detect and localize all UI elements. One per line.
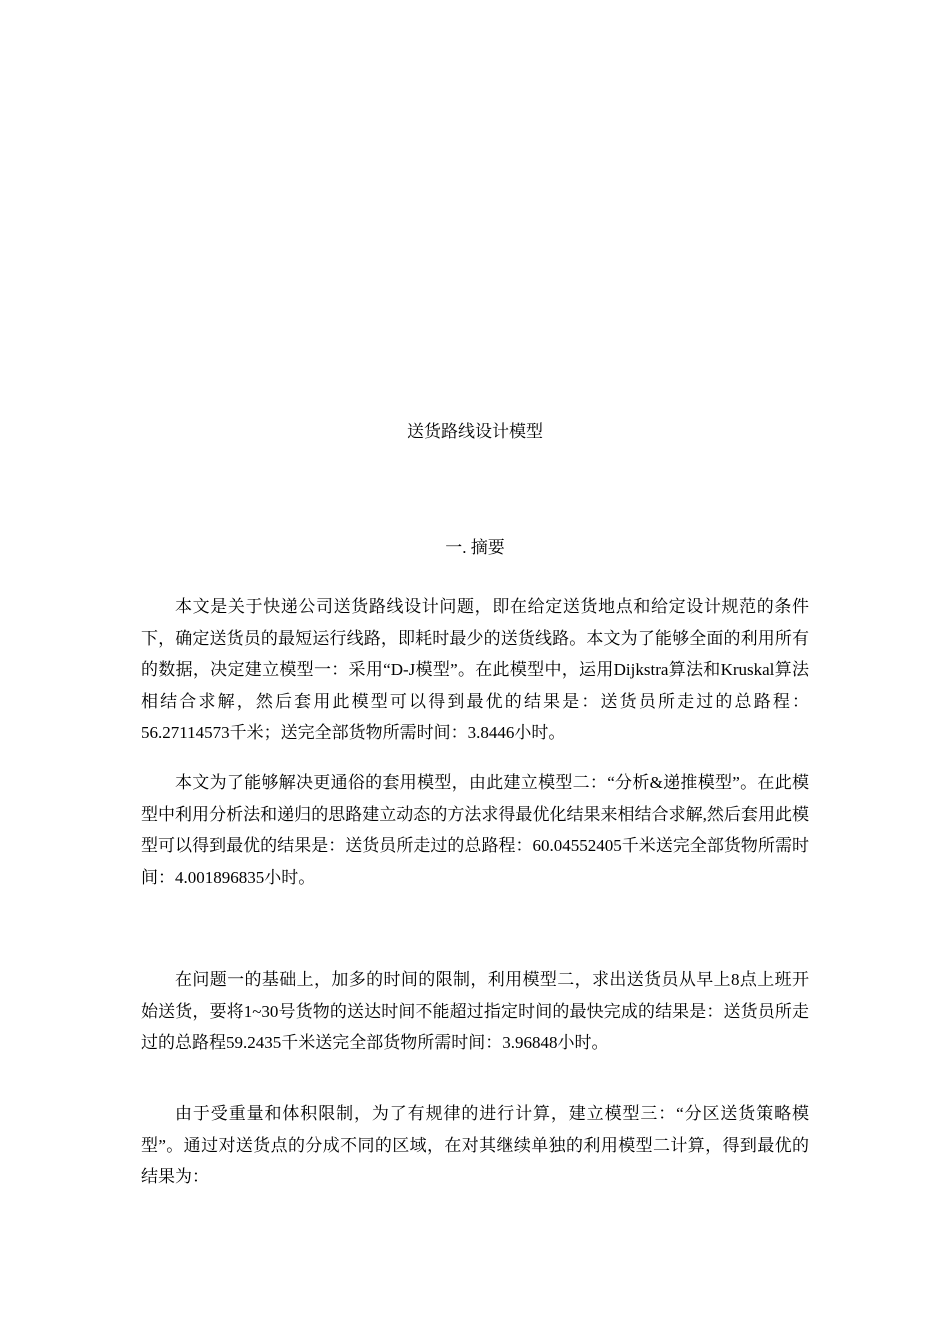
paragraph-model-three: 由于受重量和体积限制，为了有规律的进行计算，建立模型三：“分区送货策略模型”。通过对送货点的分成不同的区域，在对其继续单独的利用模型二计算，得到最优的结果为： xyxy=(141,1104,809,1186)
document-title: 送货路线设计模型 xyxy=(407,422,543,441)
paragraph-model-two: 本文为了能够解决更通俗的套用模型，由此建立模型二：“分析&递推模型”。在此模型中利用分析法和递归的思路建立动态的方法求得最优化结果来相结合求解,然后套用此模型可以得到最优的结果是：送货员所走过的总路程：60.04552405千米送完全部货物所需时间：4.001896835小时。 xyxy=(141,773,809,887)
paragraph-model-one: 本文是关于快递公司送货路线设计问题，即在给定送货地点和给定设计规范的条件下，确定送货员的最短运行线路，即耗时最少的送货线路。本文为了能够全面的利用所有的数据，决定建立模型一：采用“D-J模型”。在此模型中，运用Dijkstra算法和Kruskal算法相结合求解，然后套用此模型可以得到最优的结果是：送货员所走过的总路程：56.27114573千米；送完全部货物所需时间：3.8446小时。 xyxy=(141,597,809,742)
paragraph-time-constraint: 在问题一的基础上，加多的时间的限制，利用模型二，求出送货员从早上8点上班开始送货，要将1~30号货物的送达时间不能超过指定时间的最快完成的结果是：送货员所走过的总路程59.2435千米送完全部货物所需时间：3.96848小时。 xyxy=(141,970,809,1052)
section-heading-abstract: 一. 摘要 xyxy=(445,538,505,557)
